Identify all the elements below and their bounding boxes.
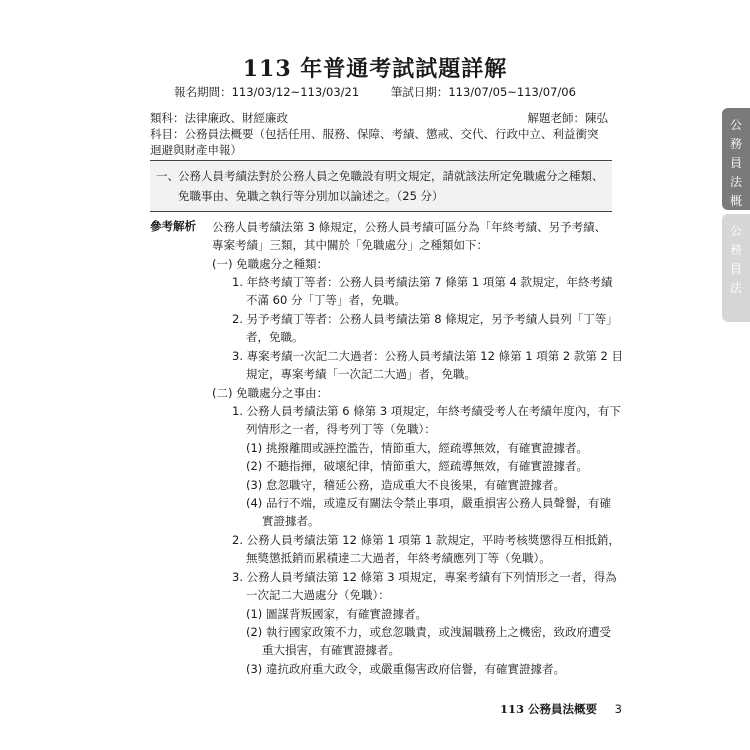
answer-line: 1. 年終考績丁等者：公務人員考績法第 7 條第 1 項第 4 款規定，年終考績 (232, 275, 613, 289)
answer-line: 1. 公務人員考績法第 6 條第 3 項規定，年終考績受考人在考績年度內，有下 (232, 404, 621, 418)
side-tab-char: 概 (729, 194, 742, 208)
answer-line: 公務人員考績法第 3 條規定，公務人員考績可區分為「年終考績、另予考績、 (212, 220, 607, 234)
answer-line: 實證據者。 (262, 514, 320, 528)
answer-line: 2. 另予考績丁等者：公務人員考績法第 8 條規定，另予考績人員列「丁等」 (232, 312, 618, 326)
teacher-text: 解題老師：陳弘 (527, 111, 608, 125)
answer-line: 專案考績」三類，其中關於「免職處分」之種類如下： (212, 238, 488, 252)
answer-line: (2) 不聽指揮，破壞紀律，情節重大，經疏導無效，有確實證據者。 (246, 459, 588, 473)
answer-line: (2) 執行國家政策不力，或怠忽職責，或洩漏職務上之機密，致政府遭受 (246, 625, 611, 639)
footer-book-title: 113 公務員法概要 (500, 702, 598, 716)
answer-line: (二) 免職處分之事由： (212, 386, 329, 400)
side-tab-char: 公 (729, 118, 742, 132)
question-number: 一、 (156, 169, 179, 183)
subject-line-2: 迴避與財產申報） (150, 143, 242, 157)
answer-line: 無獎懲抵銷而累積達二大過者，年終考績應列丁等（免職）。 (246, 551, 551, 565)
answer-line: 一次記二大過處分（免職）： (246, 588, 390, 602)
answer-line: 2. 公務人員考績法第 12 條第 1 項第 1 款規定，平時考核獎懲得互相抵銷， (232, 533, 620, 547)
side-tab-char: 法 (729, 175, 742, 189)
question-text (178, 166, 606, 206)
answer-line: (1) 圖謀背叛國家，有確實證據者。 (246, 607, 427, 621)
answer-label: 參考解析 (150, 219, 196, 233)
side-tab-char: 法 (729, 281, 742, 295)
answer-line: (一) 免職處分之種類： (212, 257, 329, 271)
question-line-1: 公務人員考績法對於公務人員之免職設有明文規定，請就該法所定免職處分之種類、 (178, 169, 604, 183)
category-row (150, 110, 608, 126)
subject-line-1: 科目：公務員法概要（包括任用、服務、保障、考績、懲戒、交代、行政中立、利益衝突 (150, 127, 599, 141)
side-tab-inactive[interactable] (722, 214, 750, 322)
answer-line: (4) 品行不端，或違反有關法令禁止事項，嚴重損害公務人員聲譽，有確 (246, 496, 611, 510)
answer-line: 重大損害，有確實證據者。 (262, 643, 400, 657)
question-box (150, 160, 612, 212)
answer-line: 規定，專案考績「一次記二大過」者，免職。 (246, 367, 476, 381)
answer-line: 3. 公務人員考績法第 12 條第 3 項規定，專案考績有下列情形之一者，得為 (232, 570, 617, 584)
side-tab-char: 員 (729, 262, 742, 276)
answer-line: (3) 怠忽職守，稽延公務，造成重大不良後果，有確實證據者。 (246, 478, 565, 492)
side-tab-active[interactable] (722, 108, 750, 210)
registration-period: 報名期間：113/03/12~113/03/21 (174, 85, 360, 99)
exam-dates (0, 84, 750, 100)
side-tab-char: 務 (729, 137, 742, 151)
answer-line: 列情形之一者，得考列丁等（免職）： (246, 422, 436, 436)
page-number: 3 (614, 702, 622, 716)
answer-line: 者，免職。 (246, 330, 304, 344)
page-footer (500, 701, 622, 717)
side-tab-char: 員 (729, 156, 742, 170)
side-tab-char: 公 (729, 224, 742, 238)
category-text: 類科：法律廉政、財經廉政 (150, 111, 288, 125)
answer-line: 不滿 60 分「丁等」者，免職。 (246, 293, 406, 307)
answer-line: (3) 違抗政府重大政令，或嚴重傷害政府信譽，有確實證據者。 (246, 662, 565, 676)
answer-line: (1) 挑撥離間或誣控濫告，情節重大，經疏導無效，有確實證據者。 (246, 441, 588, 455)
exam-date: 筆試日期：113/07/05~113/07/06 (390, 85, 576, 99)
side-tab-char: 務 (729, 243, 742, 257)
page-title: 113 年普通考試試題詳解 (242, 56, 508, 82)
question-line-2: 免職事由、免職之執行等分別加以論述之。（25 分） (178, 189, 444, 203)
answer-line: 3. 專案考績一次記二大過者：公務人員考績法第 12 條第 1 項第 2 款第 2 目 (232, 349, 623, 363)
